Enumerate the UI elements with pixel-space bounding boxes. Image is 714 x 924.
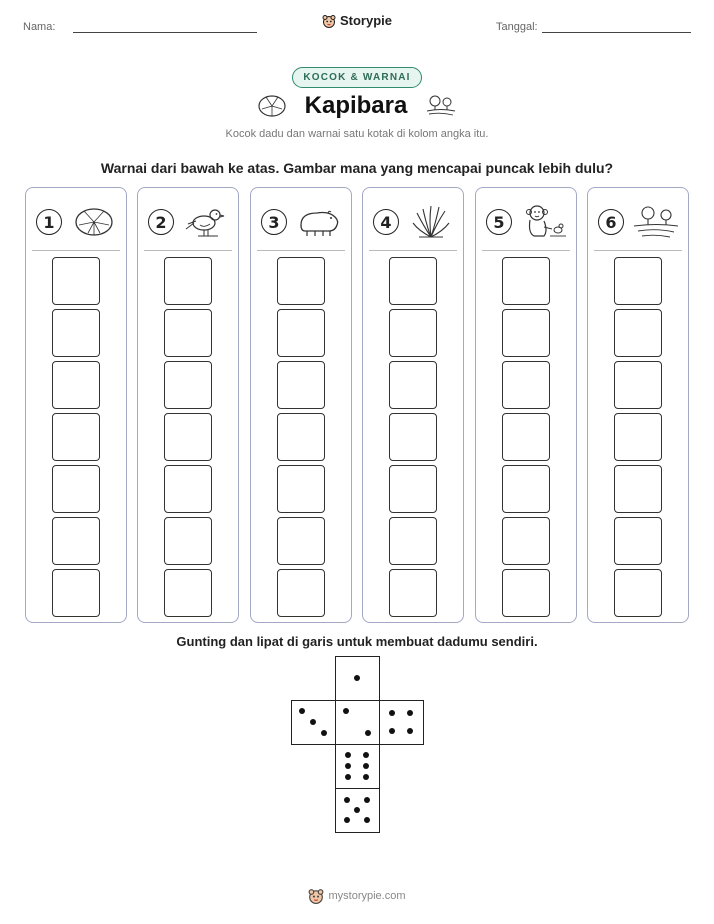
color-box[interactable]	[502, 517, 550, 565]
column-1	[25, 187, 127, 623]
color-box[interactable]	[277, 465, 325, 513]
river-landscape-icon	[632, 203, 680, 241]
color-box[interactable]	[502, 257, 550, 305]
color-box[interactable]	[277, 413, 325, 461]
color-box[interactable]	[614, 257, 662, 305]
color-box[interactable]	[164, 569, 212, 617]
lily-pad-icon	[70, 203, 118, 241]
cut-instruction: Gunting dan lipat di garis untuk membuat dadumu sendiri.	[176, 634, 538, 649]
date-label: Tanggal:	[496, 21, 538, 33]
dice-face-4	[379, 700, 424, 745]
color-box[interactable]	[277, 361, 325, 409]
color-box[interactable]	[502, 361, 550, 409]
column-6	[587, 187, 689, 623]
column-number: 3	[261, 209, 287, 235]
dice-face-1	[335, 656, 380, 701]
color-box[interactable]	[164, 361, 212, 409]
color-box[interactable]	[614, 361, 662, 409]
column-number: 4	[373, 209, 399, 235]
color-box[interactable]	[389, 569, 437, 617]
storypie-mascot-icon	[322, 14, 336, 28]
color-box[interactable]	[52, 309, 100, 357]
color-box[interactable]	[52, 257, 100, 305]
color-box[interactable]	[502, 309, 550, 357]
color-box[interactable]	[52, 569, 100, 617]
color-box[interactable]	[164, 413, 212, 461]
color-box[interactable]	[277, 517, 325, 565]
color-box[interactable]	[389, 465, 437, 513]
name-label: Nama:	[23, 21, 56, 33]
color-box[interactable]	[389, 309, 437, 357]
color-box[interactable]	[164, 257, 212, 305]
page-title: Kapibara	[304, 92, 408, 119]
color-box[interactable]	[614, 517, 662, 565]
color-box[interactable]	[502, 465, 550, 513]
column-4	[362, 187, 464, 623]
footer	[0, 888, 714, 904]
instruction: Warnai dari bawah ke atas. Gambar mana yang mencapai puncak lebih dulu?	[100, 160, 614, 176]
brand-logo	[0, 13, 714, 28]
monkey-icon	[520, 203, 568, 241]
color-box[interactable]	[52, 413, 100, 461]
column-number: 1	[36, 209, 62, 235]
color-box[interactable]	[614, 465, 662, 513]
color-box[interactable]	[389, 361, 437, 409]
color-box[interactable]	[389, 517, 437, 565]
dice-columns	[25, 187, 689, 623]
footer-url[interactable]: mystorypie.com	[328, 890, 406, 902]
date-line[interactable]	[542, 32, 691, 33]
column-2	[137, 187, 239, 623]
color-box[interactable]	[614, 309, 662, 357]
color-box[interactable]	[389, 257, 437, 305]
dice-face-2	[335, 700, 380, 745]
color-box[interactable]	[614, 413, 662, 461]
color-box[interactable]	[277, 257, 325, 305]
column-5	[475, 187, 577, 623]
color-box[interactable]	[277, 309, 325, 357]
activity-tag: KOCOK & WARNAI	[292, 67, 421, 88]
dice-face-6	[335, 744, 380, 789]
color-box[interactable]	[164, 309, 212, 357]
color-box[interactable]	[614, 569, 662, 617]
column-number: 6	[598, 209, 624, 235]
color-box[interactable]	[389, 413, 437, 461]
column-number: 2	[148, 209, 174, 235]
subtitle: Kocok dadu dan warnai satu kotak di kolom angka itu.	[225, 128, 489, 140]
river-landscape-icon	[425, 94, 457, 118]
dice-face-3	[291, 700, 336, 745]
column-3	[250, 187, 352, 623]
color-box[interactable]	[502, 569, 550, 617]
color-box[interactable]	[52, 361, 100, 409]
grass-icon	[407, 203, 455, 241]
bird-icon	[182, 203, 230, 241]
storypie-mascot-icon	[308, 888, 324, 904]
color-box[interactable]	[164, 517, 212, 565]
color-box[interactable]	[277, 569, 325, 617]
capybara-icon	[295, 203, 343, 241]
color-box[interactable]	[52, 517, 100, 565]
name-line[interactable]	[73, 32, 257, 33]
dice-face-5	[335, 788, 380, 833]
lily-pad-icon	[257, 94, 287, 118]
color-box[interactable]	[502, 413, 550, 461]
brand-name: Storypie	[339, 13, 392, 28]
column-number: 5	[486, 209, 512, 235]
color-box[interactable]	[52, 465, 100, 513]
color-box[interactable]	[164, 465, 212, 513]
